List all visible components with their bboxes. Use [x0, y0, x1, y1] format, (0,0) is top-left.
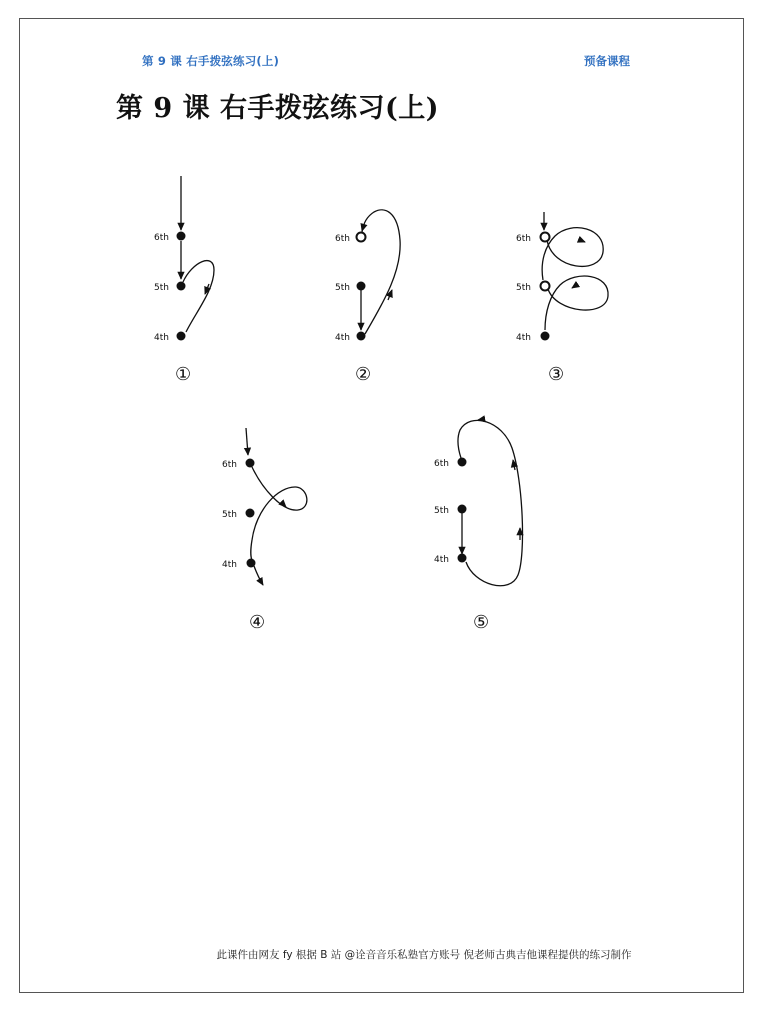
string-label-5th: 5th	[335, 283, 350, 293]
running-header-category: 预备课程	[584, 54, 630, 68]
string-dot-5th	[177, 282, 186, 291]
figure-5	[434, 419, 523, 633]
string-label-5th: 5th	[434, 506, 449, 516]
string-label-4th: 4th	[222, 560, 237, 570]
figure-number-1: ①	[175, 364, 192, 385]
figure-number-2: ②	[355, 364, 372, 385]
string-label-6th: 6th	[335, 234, 350, 244]
figure-1	[154, 176, 214, 385]
string-label-5th: 5th	[222, 510, 237, 520]
string-label-6th: 6th	[222, 460, 237, 470]
string-label-4th: 4th	[335, 333, 350, 343]
string-label-5th: 5th	[516, 283, 531, 293]
page-title: 第 9 课 右手拨弦练习(上)	[116, 93, 440, 124]
string-dot-6th	[177, 232, 186, 241]
string-label-5th: 5th	[154, 283, 169, 293]
string-label-6th: 6th	[434, 459, 449, 469]
figure-3	[516, 212, 608, 385]
figure-number-3: ③	[548, 364, 565, 385]
running-header-lesson: 第 9 课 右手拨弦练习(上)	[142, 54, 280, 68]
figure-number-4: ④	[249, 612, 266, 633]
footer-credit: 此课件由网友 fy 根据 B 站 @诠音音乐私塾官方账号 倪老师古典吉他课程提供的练习制作	[216, 949, 632, 961]
figure-number-5: ⑤	[473, 612, 490, 633]
string-label-4th: 4th	[516, 333, 531, 343]
figure-4	[222, 428, 307, 633]
string-dot-4th	[177, 332, 186, 341]
string-label-6th: 6th	[516, 234, 531, 244]
string-label-6th: 6th	[154, 233, 169, 243]
figure-2	[335, 210, 400, 385]
string-label-4th: 4th	[434, 555, 449, 565]
string-label-4th: 4th	[154, 333, 169, 343]
